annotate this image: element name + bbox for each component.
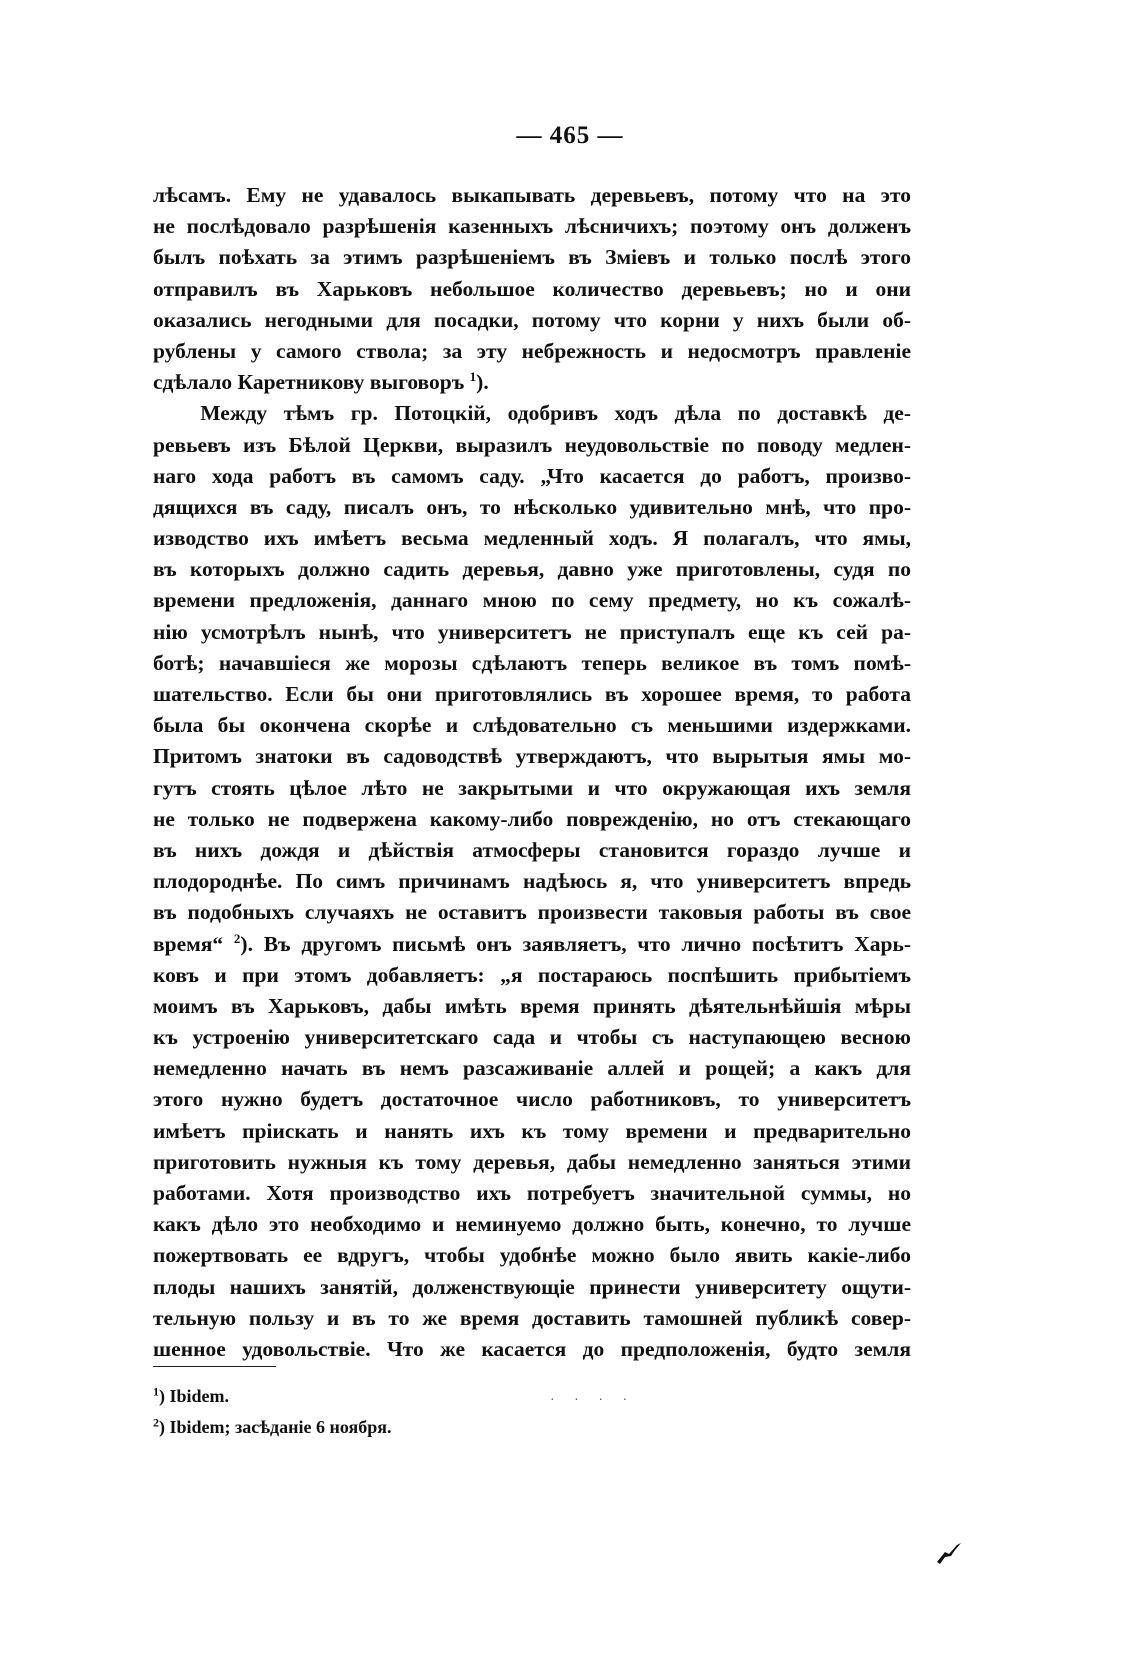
text-line: какъ дѣло это необходимо и неминуемо должно быть, конечно, то лучше <box>153 1212 911 1237</box>
footnote-ref-1: 1 <box>469 369 477 385</box>
text-line: этого нужно будетъ достаточное число работниковъ, то университетъ <box>153 1087 911 1112</box>
text-line: не только не подвержена какому-либо поврежденію, но отъ стекающаго <box>153 806 911 831</box>
text-line: изводство ихъ имѣетъ весьма медленный ходъ. Я полагалъ, что ямы, <box>153 526 911 551</box>
body-text <box>153 180 911 1365</box>
text-line: работами. Хотя производство ихъ потребуетъ значительной суммы, но <box>153 1181 911 1205</box>
page-number: — 465 — <box>516 122 624 149</box>
text-line: пожертвовать ее вдругъ, чтобы удобнѣе можно было явить какіе-либо <box>153 1243 911 1268</box>
text-line: времени предложенія, даннаго мною по сему предмету, но къ сожалѣ- <box>153 588 911 613</box>
text-line: ревьевъ изъ Бѣлой Церкви, выразилъ неудовольствіе по поводу медлен- <box>153 432 911 457</box>
text-line: плоды нашихъ занятій, долженствующіе принести университету ощути- <box>153 1274 911 1299</box>
text-line: моимъ въ Харьковъ, дабы имѣть время принять дѣятельнѣйшія мѣры <box>153 993 911 1018</box>
footnote-ref-2: 2 <box>233 930 241 946</box>
text-line: тельную пользу и въ то же время доставить тамошней публикѣ совер- <box>153 1305 911 1330</box>
text-line: была бы окончена скорѣе и слѣдовательно съ меньшими издержками. <box>153 713 911 738</box>
footnote-marker: 1 <box>153 1384 159 1399</box>
text-line: плодороднѣе. По симъ причинамъ надѣюсь я, что университетъ впредь <box>153 869 911 894</box>
text-line <box>153 367 911 398</box>
text-line: оказались негодными для посадки, потому что корни у нихъ были об- <box>153 307 911 332</box>
text-line: въ которыхъ должно садить деревья, давно уже приготовлены, судя по <box>153 557 911 582</box>
text-line: ботѣ; начавшіеся же морозы сдѣлаютъ теперь великое въ томъ помѣ- <box>153 650 911 675</box>
text-line: шенное удовольствіе. Что же касается до предположенія, будто земля <box>153 1336 911 1361</box>
text-line: немедленно начать въ немъ разсаживаніе аллей и рощей; а какъ для <box>153 1056 911 1081</box>
text-line: шательство. Если бы они приготовлялись въ хорошее время, то работа <box>153 682 911 706</box>
text-line: въ подобныхъ случаяхъ не оставитъ произвести таковыя работы въ свое <box>153 900 911 925</box>
text-line: былъ поѣхать за этимъ разрѣшеніемъ въ Зміевъ и только послѣ этого <box>153 245 911 270</box>
text-line: гутъ стоять цѣлое лѣто не закрытыми и что окружающая ихъ земля <box>153 775 911 800</box>
text-line: приготовить нужныя къ тому деревья, дабы немедленно заняться этими <box>153 1149 911 1174</box>
footnote-item <box>153 1381 911 1412</box>
text-line-content: сдѣлало Каретникову выговоръ <box>153 370 465 395</box>
footnote-item <box>153 1412 911 1443</box>
text-line: въ нихъ дождя и дѣйствія атмосферы становится гораздо лучше и <box>153 837 911 862</box>
text-line: ковъ и при этомъ добавляетъ: „я постараюсь поспѣшить прибытіемъ <box>153 962 911 987</box>
text-line: Между тѣмъ гр. Потоцкій, одобривъ ходъ дѣла по доставкѣ де- <box>200 401 911 426</box>
text-line: рублены у самого ствола; за эту небрежность и недосмотръ правленіе <box>153 338 911 363</box>
text-line: дящихся въ саду, писалъ онъ, то нѣсколько удивительно мнѣ, что про- <box>153 494 911 519</box>
text-line: наго хода работъ въ самомъ саду. „Что касается до работъ, произво- <box>153 463 911 488</box>
text-line-content: Въ другомъ письмѣ онъ заявляетъ, что лично посѣтитъ Харь- <box>263 931 911 956</box>
scan-specks: · · · · <box>550 1393 636 1408</box>
text-line-content: время“ <box>153 931 224 956</box>
footnote-divider <box>153 1366 276 1367</box>
footnote-marker: 2 <box>153 1415 159 1430</box>
text-line: нію усмотрѣлъ нынѣ, что университетъ не приступалъ еще къ сей ра- <box>153 619 911 644</box>
ink-smudge-mark <box>935 1540 963 1566</box>
footnote-ref-2-close: ). <box>240 931 253 956</box>
text-line <box>153 929 911 960</box>
text-line: отправилъ въ Харьковъ небольшое количество деревьевъ; но и они <box>153 276 911 301</box>
text-line: не послѣдовало разрѣшенія казенныхъ лѣсничихъ; поэтому онъ долженъ <box>153 214 911 239</box>
text-line: Притомъ знатоки въ садоводствѣ утверждаютъ, что вырытыя ямы мо- <box>153 744 911 769</box>
text-line: лѣсамъ. Ему не удавалось выкапывать деревьевъ, потому что на это <box>153 183 911 207</box>
footnote-text: ) Ibidem; засѣданіе 6 ноября. <box>159 1417 392 1437</box>
footnotes <box>153 1381 911 1443</box>
text-line: къ устроенію университетскаго сада и чтобы съ наступающею весною <box>153 1025 911 1050</box>
text-line: имѣетъ пріискать и нанять ихъ къ тому времени и предварительно <box>153 1118 911 1143</box>
footnote-ref-1-close: ). <box>476 370 489 395</box>
footnote-text: ) Ibidem. <box>159 1386 230 1406</box>
